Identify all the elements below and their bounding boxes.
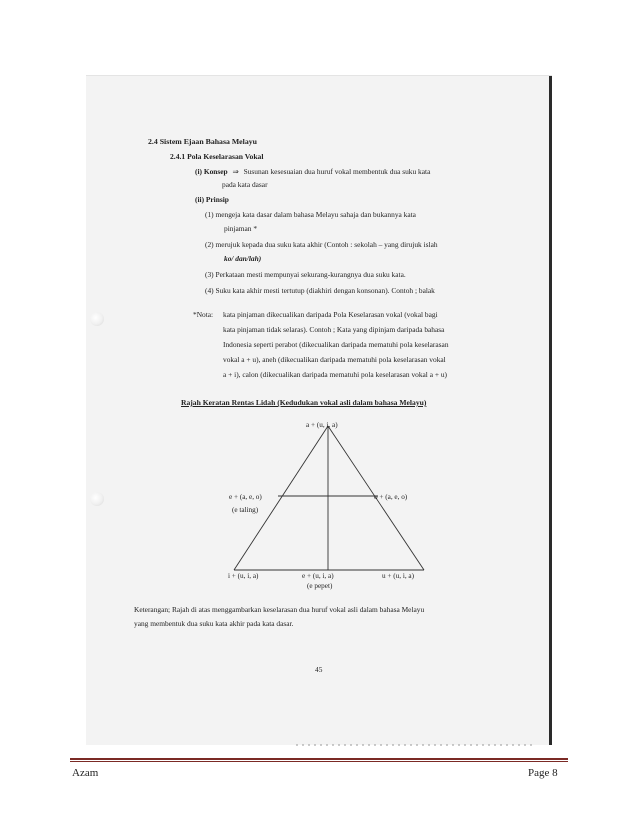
label-mid-right-o: o + (a, e, o): [374, 493, 408, 501]
label-top-a: a + (u, i, a): [306, 421, 338, 429]
prinsip-label: (ii) Prinsip: [195, 195, 229, 204]
punch-hole: [90, 492, 104, 506]
scan-noise: [296, 744, 536, 746]
arrow-icon: ⇒: [232, 167, 239, 176]
konsep-text-cont: pada kata dasar: [222, 180, 268, 189]
keterangan-line-2: yang membentuk dua suku kata akhir pada kata dasar.: [134, 619, 294, 628]
nota-label: *Nota:: [193, 310, 214, 319]
footer-author: Azam: [72, 767, 99, 779]
prinsip-item-1: (1) mengeja kata dasar dalam bahasa Melayu sahaja dan bukannya kata: [205, 210, 416, 219]
label-bottom-left-i: i + (u, i, a): [228, 572, 259, 580]
label-bottom-center-e: e + (u, i, a): [302, 572, 334, 580]
diagram-title: Rajah Keratan Rentas Lidah (Kedudukan vokal asli dalam bahasa Melayu): [181, 398, 427, 407]
konsep-item: [195, 167, 430, 177]
label-mid-left-e: e + (a, e, o): [229, 493, 262, 501]
punch-hole: [90, 312, 104, 326]
nota-line-1: kata pinjaman dikecualikan daripada Pola Keselarasan vokal (vokal bagi: [223, 310, 438, 319]
prinsip-item-1-cont: pinjaman *: [224, 224, 258, 233]
nota-line-3: Indonesia seperti perabot (dikecualikan daripada mematuhi pola keselarasan: [223, 340, 449, 349]
label-e-taling: (e taling): [232, 506, 259, 514]
prinsip-item-3: (3) Perkataan mesti mempunyai sekurang-kurangnya dua suku kata.: [205, 270, 406, 279]
footer-rule-thin: [70, 761, 568, 762]
prinsip-item-2-cont: ko/ dan/lah): [224, 254, 262, 263]
konsep-label: (i) Konsep: [195, 167, 228, 176]
label-e-pepet: (e pepet): [307, 582, 333, 590]
subsection-heading: 2.4.1 Pola Keselarasan Vokal: [170, 152, 264, 161]
nota-line-4: vokal a + u), aneh (dikecualikan daripada mematuhi pola keselarasan vokal: [223, 355, 446, 364]
tongue-cross-section-diagram: [142, 334, 502, 599]
footer-rule: [70, 758, 568, 760]
footer-page-number: Page 8: [528, 767, 558, 779]
triangle-svg: [142, 334, 502, 594]
prinsip-item-4: (4) Suku kata akhir mesti tertutup (diakhiri dengan konsonan). Contoh ; balak: [205, 286, 435, 295]
konsep-text: Susunan kesesuaian dua huruf vokal membentuk dua suku kata: [243, 167, 431, 176]
keterangan-line-1: Keterangan; Rajah di atas menggambarkan keselarasan dua huruf vokal asli dalam bahasa Melayu: [134, 605, 425, 614]
prinsip-item-2: (2) merujuk kepada dua suku kata akhir (Contoh : sekolah – yang dirujuk islah: [205, 240, 438, 249]
section-heading: 2.4 Sistem Ejaan Bahasa Melayu: [148, 137, 257, 146]
label-bottom-right-u: u + (u, i, a): [382, 572, 414, 580]
nota-line-2: kata pinjaman tidak selaras). Contoh ; Kata yang dipinjam daripada bahasa: [223, 325, 445, 334]
nota-line-5: a + i), calon (dikecualikan daripada mematuhi pola keselarasan vokal a + u): [223, 370, 448, 379]
scan-page-number: 45: [315, 665, 323, 674]
